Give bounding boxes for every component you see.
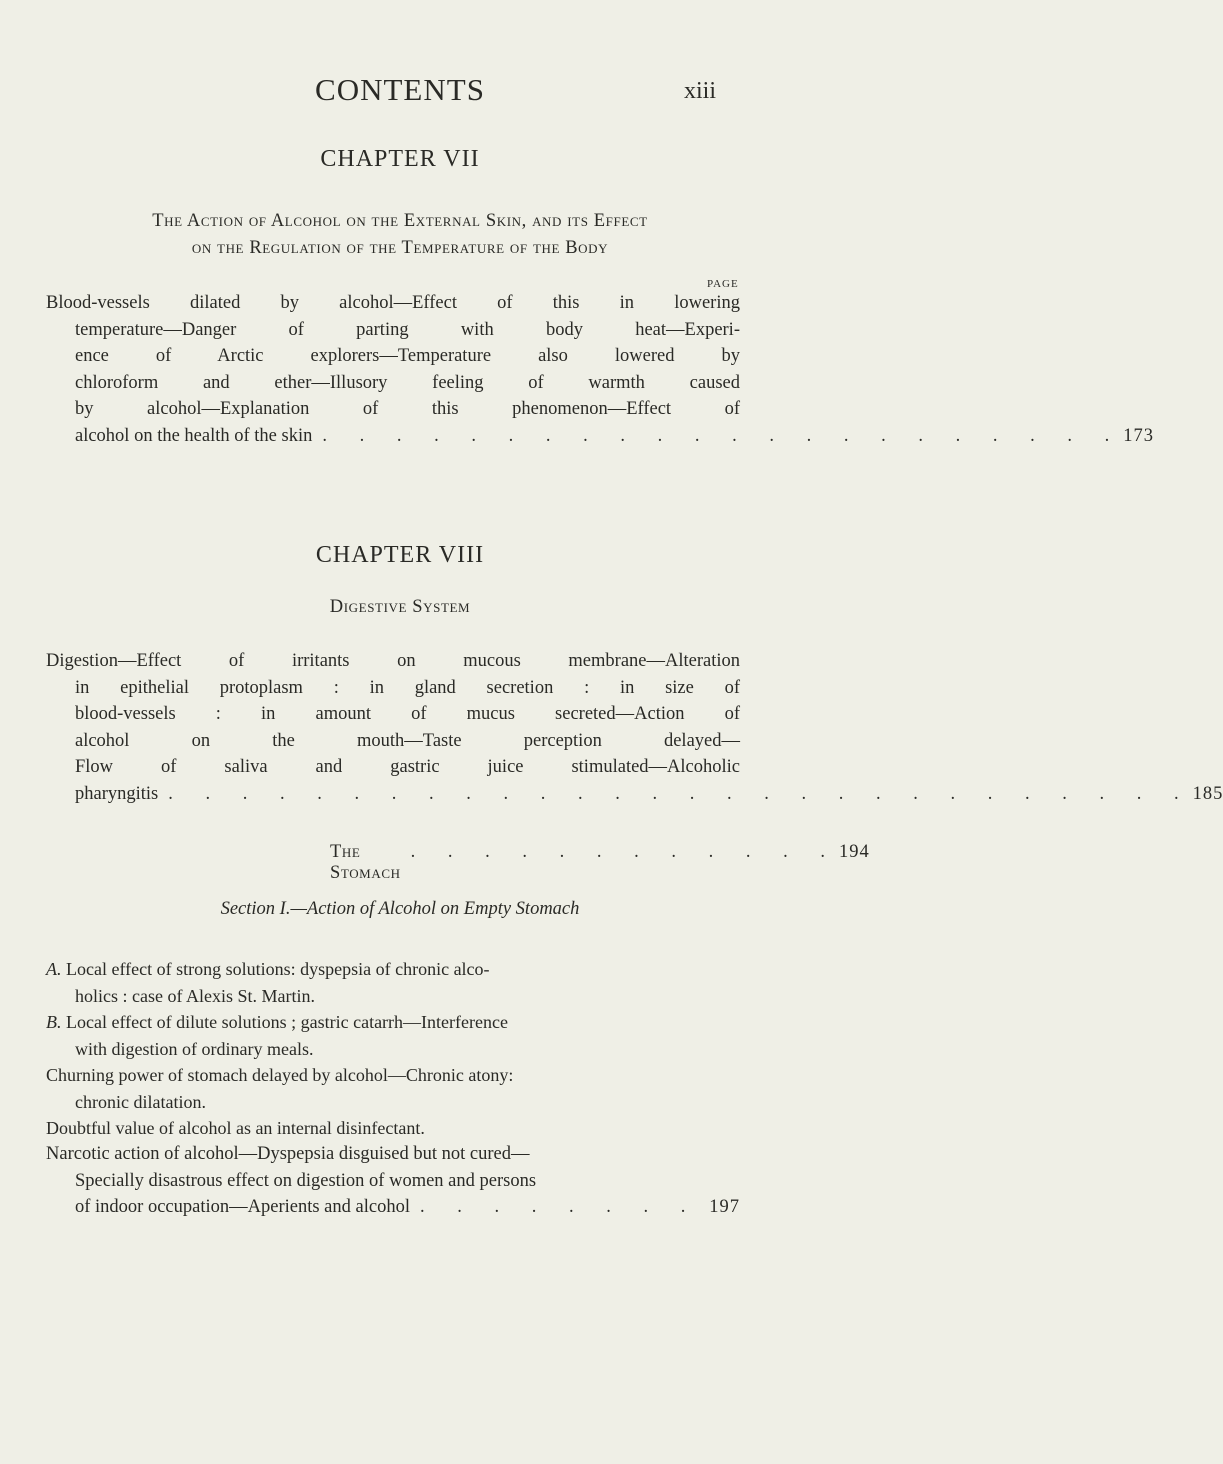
page-column-label: PAGE xyxy=(707,278,739,290)
final-entry xyxy=(46,1141,740,1221)
item-text: Doubtful value of alcohol as an internal disinfectant. xyxy=(46,1118,425,1138)
page-number: 173 xyxy=(1123,425,1154,446)
entry-line: alcohol on the health of the skin xyxy=(75,425,313,446)
entry-line: by alcohol—Explanation of this phenomenon—Effect of xyxy=(75,399,740,419)
list-item xyxy=(46,1115,740,1142)
item-text: chronic dilatation. xyxy=(75,1091,206,1112)
entry-line: in epithelial protoplasm : in gland secretion : in size of xyxy=(75,677,740,698)
stomach-entry xyxy=(330,842,870,884)
page-number: 197 xyxy=(709,1197,740,1217)
item-text: Churning power of stomach delayed by alcohol—Chronic atony: xyxy=(46,1065,514,1085)
item-text: Local effect of dilute solutions ; gastric catarrh—Interference xyxy=(66,1012,508,1032)
entry-line: Digestion—Effect of irritants on mucous membrane—Alteration xyxy=(46,651,740,671)
page-folio: xiii xyxy=(684,78,717,104)
entry-last-line xyxy=(46,423,1154,450)
chapter-7-entry xyxy=(46,290,1154,449)
page-number: 194 xyxy=(838,842,870,862)
chapter-7-subtitle-line-1: The Action of Alcohol on the External Skin, and its Effect xyxy=(152,211,648,231)
entry-line: of indoor occupation—Aperients and alcohol xyxy=(75,1197,410,1217)
entry-line: Specially disastrous effect on digestion of women and persons xyxy=(75,1170,537,1191)
list-item xyxy=(46,956,740,1009)
entry-line: Narcotic action of alcohol—Dyspepsia disguised but not cured— xyxy=(46,1144,530,1164)
chapter-8-entry xyxy=(46,648,1223,807)
entry-last-line xyxy=(46,781,1223,808)
chapter-8-subtitle: Digestive System xyxy=(329,597,471,617)
item-text: holics : case of Alexis St. Martin. xyxy=(75,985,315,1006)
entry-line: pharyngitis xyxy=(75,783,159,804)
dot-leader: . . . . . . . . . . . . . . . . . . . . . . . . . . . . xyxy=(168,783,1193,804)
entry-line: ence of Arctic explorers—Temperature also lowered by xyxy=(75,346,740,366)
chapter-8-title: CHAPTER VIII xyxy=(315,542,485,568)
entry-line: temperature—Danger of parting with body heat—Experi- xyxy=(75,319,740,340)
item-marker: A. xyxy=(46,959,62,979)
section-heading: Section I.—Action of Alcohol on Empty Stomach xyxy=(220,899,580,919)
item-text: with digestion of ordinary meals. xyxy=(75,1038,314,1059)
chapter-7-title: CHAPTER VII xyxy=(320,146,480,172)
list-item xyxy=(46,1062,740,1115)
item-text: Local effect of strong solutions: dyspepsia of chronic alco- xyxy=(66,959,490,979)
running-title: CONTENTS xyxy=(315,72,485,107)
entry-line: chloroform and ether—Illusory feeling of warmth caused xyxy=(75,372,740,393)
entry-line: Blood-vessels dilated by alcohol—Effect of this in lowering xyxy=(46,293,740,313)
stomach-label: The Stomach xyxy=(330,842,401,883)
entry-line: blood-vessels : in amount of mucus secreted—Action of xyxy=(75,704,740,724)
page-number: 185 xyxy=(1192,783,1223,804)
chapter-7-subtitle-line-2: on the Regulation of the Temperature of the Body xyxy=(191,238,609,258)
item-marker: B. xyxy=(46,1012,62,1032)
entry-line: Flow of saliva and gastric juice stimulated—Alcoholic xyxy=(75,757,740,777)
dot-leader: . . . . . . . . . . . . xyxy=(410,842,839,862)
running-head xyxy=(0,72,800,112)
entry-line: alcohol on the mouth—Taste perception delayed— xyxy=(75,730,740,751)
list-item xyxy=(46,1009,740,1062)
dot-leader: . . . . . . . . xyxy=(419,1197,700,1217)
entry-last-line xyxy=(46,1194,740,1221)
dot-leader: . . . . . . . . . . . . . . . . . . . . . . xyxy=(322,425,1124,446)
